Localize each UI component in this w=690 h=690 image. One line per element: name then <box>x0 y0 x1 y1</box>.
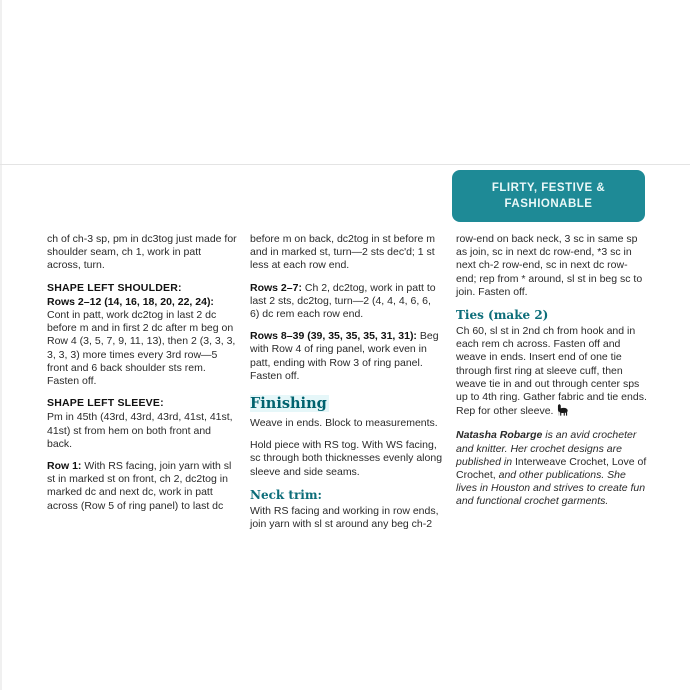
tie-instructions: Ch 60, sl st in 2nd ch from hook and in each rem ch across. Fasten off and weave in ends. Insert end of one tie through first ring at sleeve cuff, then weave tie in and out through center sps up to 4th ring. Gather fabric and tie ends. Rep for other sleeve. <box>456 325 647 418</box>
bio-text: is an avid crocheter and knitter. Her crochet designs are published in <box>456 429 637 468</box>
pattern-paragraph <box>47 460 237 513</box>
pattern-paragraph: row-end on back neck, 3 sc in same sp as join, sc in next dc row-end, *3 sc in next ch-2 row-end, sc in next dc row-end; rep from * around, sl st in beg sc to join. Fasten off. <box>456 233 643 298</box>
llama-end-of-pattern-icon <box>556 404 569 420</box>
heading-finishing: Finishing <box>250 395 327 413</box>
pattern-paragraph <box>456 325 647 420</box>
pattern-paragraph: With RS facing and working in row ends, join yarn with sl st around any beg ch-2 <box>250 504 439 531</box>
pattern-paragraph: before m on back, dc2tog in st before m and in marked st, turn—2 sts dec'd; 1 st less at each row end. <box>250 233 436 272</box>
author-name: Natasha Robarge <box>456 429 543 442</box>
bio-text: and other publications. She lives in Houston and strives to create fun and functional crochet garments. <box>456 469 646 508</box>
pattern-paragraph <box>250 282 443 322</box>
row-instructions: Cont in patt, work dc2tog in last 2 dc before m and in first 2 dc after m beg on Row 4 (3, 5, 7, 9, 11, 13), then 2 (3, 3, 3, 3, 3, 3) more times every 3rd row—5 front and 6 back shoulder sts rem. Fasten off. <box>47 309 236 388</box>
row-instructions: With RS facing, join yarn with sl st in marked st on front, ch 2, dc2tog in marked dc and next dc, work in patt across (Row 5 of ring panel) to last dc <box>47 460 232 512</box>
heading-ties: Ties (make 2) <box>456 308 549 323</box>
pattern-paragraph: ch of ch-3 sp, pm in dc3tog just made for shoulder seam, ch 1, work in patt across, turn. <box>47 233 237 272</box>
pattern-paragraph <box>250 330 443 383</box>
publication-names: Interweave Crochet, Love of Crochet, <box>456 455 647 482</box>
column-1 <box>47 233 237 540</box>
pattern-paragraph: Pm in 45th (43rd, 43rd, 43rd, 41st, 41st, 41st) st from hem on both front and back. <box>47 411 233 450</box>
pattern-paragraph: Weave in ends. Block to measurements. <box>250 417 438 430</box>
row-range-label: Rows 2–12 (14, 16, 18, 20, 22, 24): <box>47 295 214 308</box>
row-range-label: Rows 2–7: <box>250 281 305 294</box>
pattern-paragraph: Hold piece with RS tog. With WS facing, sc through both thicknesses evenly along sleeve and side seams. <box>250 439 443 478</box>
pattern-paragraph <box>47 296 237 388</box>
row-instructions: Beg with Row 4 of ring panel, work even in patt, ending with Row 3 of ring panel. Fasten off. <box>250 330 439 382</box>
section-badge <box>452 170 645 222</box>
heading-neck-trim: Neck trim: <box>250 487 322 502</box>
row-label: Row 1: <box>47 460 85 473</box>
author-bio <box>456 429 647 508</box>
row-range-label: Rows 8–39 (39, 35, 35, 35, 31, 31): <box>250 330 420 343</box>
pattern-columns <box>47 233 647 540</box>
heading-shape-left-shoulder: SHAPE LEFT SHOULDER: <box>47 281 182 294</box>
badge-line2: FASHIONABLE <box>504 198 593 210</box>
badge-line1: FLIRTY, FESTIVE & <box>491 182 606 194</box>
top-divider-rule <box>0 164 690 165</box>
column-2 <box>250 233 443 540</box>
row-instructions: Ch 2, dc2tog, work in patt to last 2 sts, dc2tog, turn—2 (4, 4, 4, 6, 6, 6) dc rem each row end. <box>250 281 436 321</box>
heading-shape-left-sleeve: SHAPE LEFT SLEEVE: <box>47 397 164 410</box>
page-left-edge <box>0 0 2 690</box>
column-3 <box>456 233 647 540</box>
